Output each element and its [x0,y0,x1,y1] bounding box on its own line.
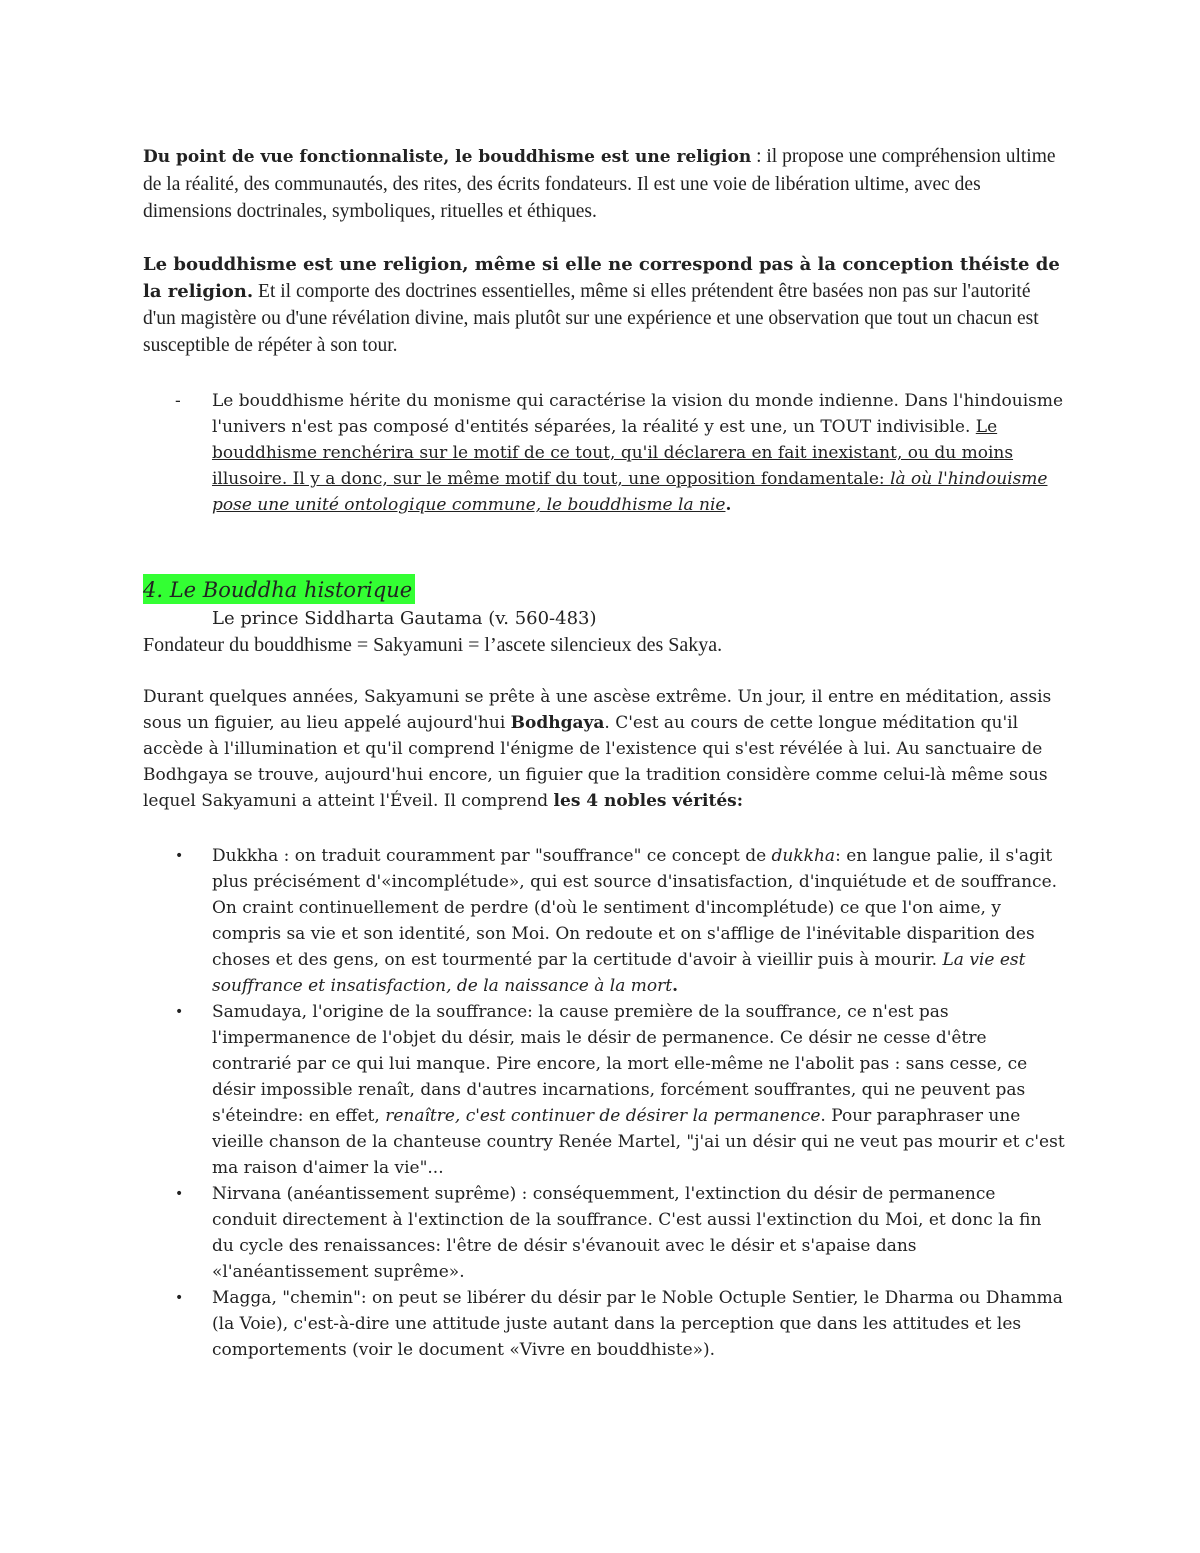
dash-item-underlined-italic: là où l'hindouisme pose une unité ontologique commune, le bouddhisme la nie [212,469,1048,515]
noble-truths-bold: les 4 nobles vérités: [553,791,744,811]
paragraph-text: . C'est au cours de cette longue méditation qu'il accède à l'illumination et qu'il comprend l'énigme de l'existence qui s'est révélée à lui. Au sanctuaire de Bodhgaya se trouve, aujourd'hui encore, un figuier que la tradition considère comme celui-là même sous lequel Sakyamuni a atteint l'Éveil. Il comprend [143,713,1048,811]
paragraph-text: Et il comporte des doctrines essentielles, même si elles prétendent être basées non pas sur l'autorité d'un magistère ou d'une révélation divine, mais plutôt sur une expérience et une observation que tout un chacun est susceptible de répéter à son tour. [143,281,1039,356]
paragraph-lead-bold: Le bouddhisme est une religion, même si elle ne correspond pas à la conception théiste de la religion. [143,254,1060,302]
list-item-italic: renaître, c'est continuer de désirer la permanence [385,1106,821,1126]
dash-item-end: . [725,495,732,515]
paragraph-religion [143,251,1068,359]
list-item-text: : en langue palie, il s'agit plus précisément d'«incomplétude», qui est source d'insatisfaction, d'inquiétude et de souffrance. On craint continuellement de perdre (d'où le sentiment d'incomplétude) ce que l'on aime, y compris sa vie et son identité, son Moi. On redoute et on s'afflige de l'inévitable disparition des choses et des gens, on est tourmenté par la certitude d'avoir à vieillir puis à mourir. [212,846,1058,970]
founder-line: Fondateur du bouddhisme = Sakyamuni = l’ascete silencieux des Sakya. [143,634,723,656]
list-item-text: Dukkha : on traduit couramment par "souffrance" ce concept de [212,846,772,866]
bodhgaya-bold: Bodhgaya [510,713,605,733]
bullet-marker: • [175,1186,184,1202]
dash-item-underlined: Le bouddhisme renchérira sur le motif de ce tout, qu'il déclarera en fait inexistant, ou du moins illusoire. Il y a donc, sur le même motif du tout, une opposition fondamentale: [212,417,1014,489]
paragraph-functionalist [143,143,1068,225]
list-item-text: . Pour paraphraser une vieille chanson de la chanteuse country Renée Martel, "j'ai un désir qui ne veut pas mourir et c'est ma raison d'aimer la vie"... [212,1106,1065,1178]
list-item-nirvana [175,1181,1065,1285]
list-item-samudaya [175,999,1065,1181]
list-item-dukkha [175,843,1065,999]
list-item-text: Nirvana (anéantissement suprême) : conséquemment, l'extinction du désir de permanence conduit directement à l'extinction de la souffrance. C'est aussi l'extinction du Moi, et donc la fin du cycle des renaissances: l'être de désir s'évanouit avec le désir et s'apaise dans «l'anéantissement suprême». [212,1184,1042,1282]
section-heading: 4. Le Bouddha historique [143,574,415,604]
paragraph-text: : il propose une compréhension ultime de la réalité, des communautés, des rites, des écrits fondateurs. Il est une voie de libération ultime, avec des dimensions doctrinales, symboliques, rituelles et éthiques. [143,146,1056,222]
list-item-text: Magga, "chemin": on peut se libérer du désir par le Noble Octuple Sentier, le Dharma ou Dhamma (la Voie), c'est-à-dire une attitude juste autant dans la perception que dans les attitudes et les comportements (voir le document «Vivre en bouddhiste»). [212,1288,1063,1360]
bullet-marker: • [175,1004,184,1020]
dash-item-plain: Le bouddhisme hérite du monisme qui caractérise la vision du monde indienne. Dans l'hindouisme l'univers n'est pas composé d'entités séparées, la réalité y est une, un TOUT indivisible. [212,391,1064,437]
bullet-marker: • [175,1290,184,1306]
dash-marker: - [175,391,181,411]
noble-truths-list [175,843,1065,1363]
list-item-end: . [672,976,679,996]
bullet-marker: • [175,848,184,864]
prince-line: Le prince Siddharta Gautama (v. 560-483) [212,608,597,629]
list-item-magga [175,1285,1065,1363]
dash-item-text [212,388,1067,518]
list-item-italic: dukkha [771,846,836,866]
paragraph-lead-bold: Du point de vue fonctionnaliste, le bouddhisme est une religion [143,147,752,167]
list-item-text: Samudaya, l'origine de la souffrance: la cause première de la souffrance, ce n'est pas l'impermanence de l'objet du désir, mais le désir de permanence. Ce désir ne cesse d'être contrarié par ce qui lui manque. Pire encore, la mort elle-même ne l'abolit pas : sans cesse, ce désir impossible renaît, dans d'autres incarnations, forcément souffrantes, qui ne peuvent pas s'éteindre: en effet, [212,1002,1028,1126]
paragraph-sakyamuni [143,684,1068,814]
paragraph-text: Durant quelques années, Sakyamuni se prête à une ascèse extrême. Un jour, il entre en méditation, assis sous un figuier, au lieu appelé aujourd'hui [143,687,1052,733]
list-item-italic: La vie est souffrance et insatisfaction, de la naissance à la mort [212,950,1026,996]
